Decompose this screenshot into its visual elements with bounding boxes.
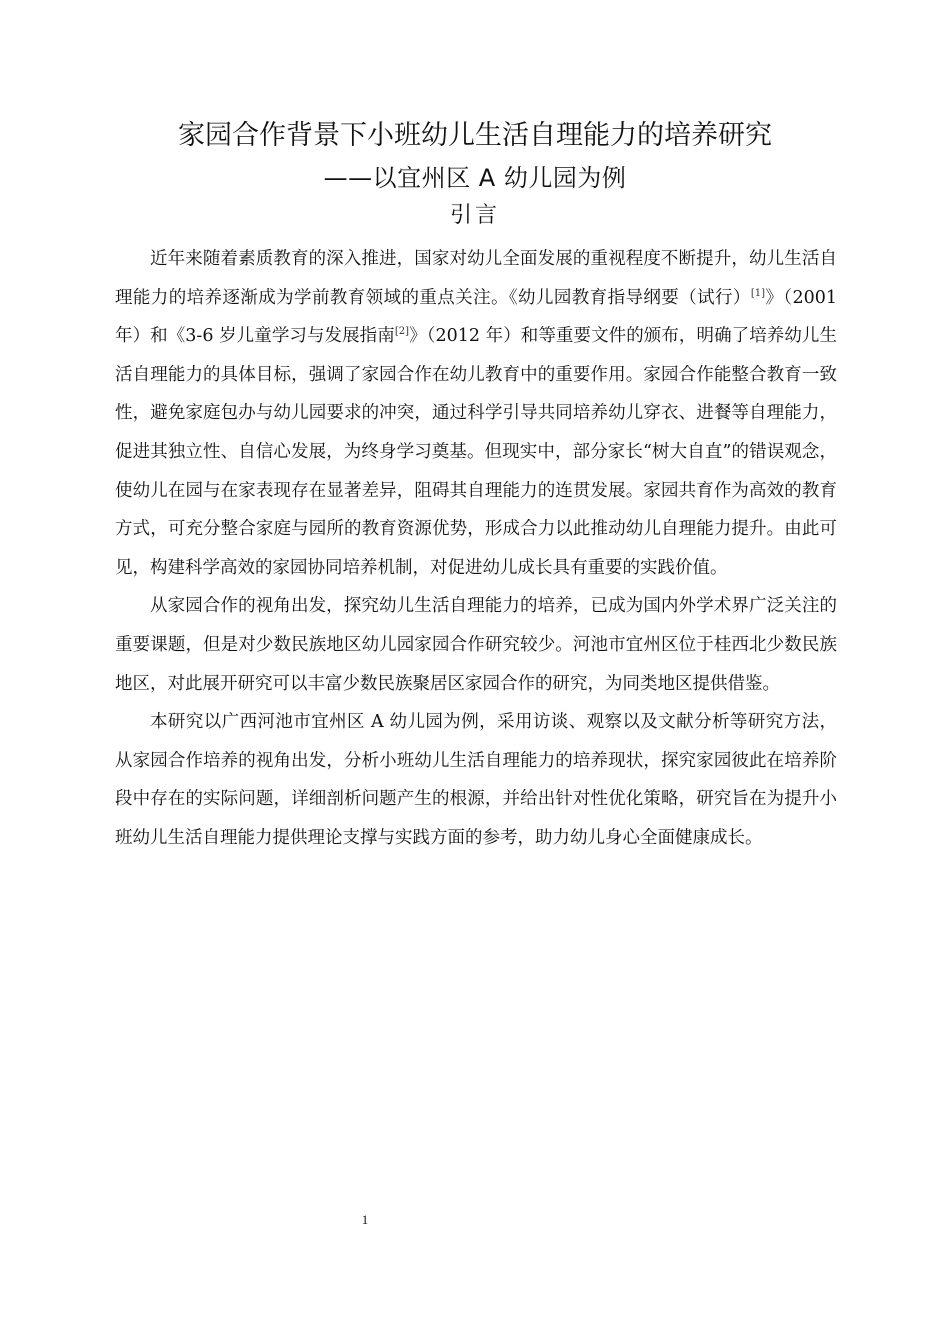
paragraph-1-part-1: 近年来随着素质教育的深入推进，国家对幼儿全面发展的重视程度不断提升，幼儿生活自理能力的培养逐渐成为学前教育领域的重点关注。《幼儿园教育指导纲要（试行） bbox=[115, 249, 837, 308]
reference-2-link[interactable]: [2] bbox=[394, 326, 409, 338]
body-text bbox=[115, 240, 837, 858]
document-subtitle: ——以宜州区 A 幼儿园为例 bbox=[323, 164, 627, 192]
reference-1-link[interactable]: [1] bbox=[750, 287, 765, 299]
document-title: 家园合作背景下小班幼儿生活自理能力的培养研究 bbox=[178, 120, 772, 151]
paragraph-1-part-2: 》（2001 年）和《3-6 岁儿童学习与发展指南 bbox=[115, 287, 838, 347]
paragraph-3: 本研究以广西河池市宜州区 A 幼儿园为例，采用访谈、观察以及文献分析等研究方法，从家园合作培养的视角出发，分析小班幼儿生活自理能力的培养现状，探究家园彼此在培养阶段中存在的实际问题，详细剖析问题产生的根源，并给出针对性优化策略，研究旨在为提升小班幼儿生活自理能力提供理论支撑与实践方面的参考，助力幼儿身心全面健康成长。 bbox=[115, 712, 837, 848]
paragraph-1-part-3: 》（2012 年）和等重要文件的颁布，明确了培养幼儿生活自理能力的具体目标，强调了家园合作在幼儿教育中的重要作用。家园合作能整合教育一致性，避免家庭包办与幼儿园要求的冲突，通过科学引导共同培养幼儿穿衣、进餐等自理能力，促进其独立性、自信心发展，为终身学习奠基。但现实中，部分家长“树大自直”的错误观念，使幼儿在园与在家表现存在显著差异，阻碍其自理能力的连贯发展。家园共育作为高效的教育方式，可充分整合家庭与园所的教育资源优势，形成合力以此推动幼儿自理能力提升。由此可见，构建科学高效的家园协同培养机制，对促进幼儿成长具有重要的实践价值。 bbox=[115, 326, 837, 578]
section-heading: 引言 bbox=[449, 203, 500, 228]
paragraph-2: 从家园合作的视角出发，探究幼儿生活自理能力的培养，已成为国内外学术界广泛关注的重要课题，但是对少数民族地区幼儿园家园合作研究较少。河池市宜州区位于桂西北少数民族地区，对此展开研究可以丰富少数民族聚居区家园合作的研究，为同类地区提供借鉴。 bbox=[115, 596, 837, 694]
page-number: 1 bbox=[361, 1212, 369, 1227]
paragraph-1 bbox=[115, 240, 837, 587]
